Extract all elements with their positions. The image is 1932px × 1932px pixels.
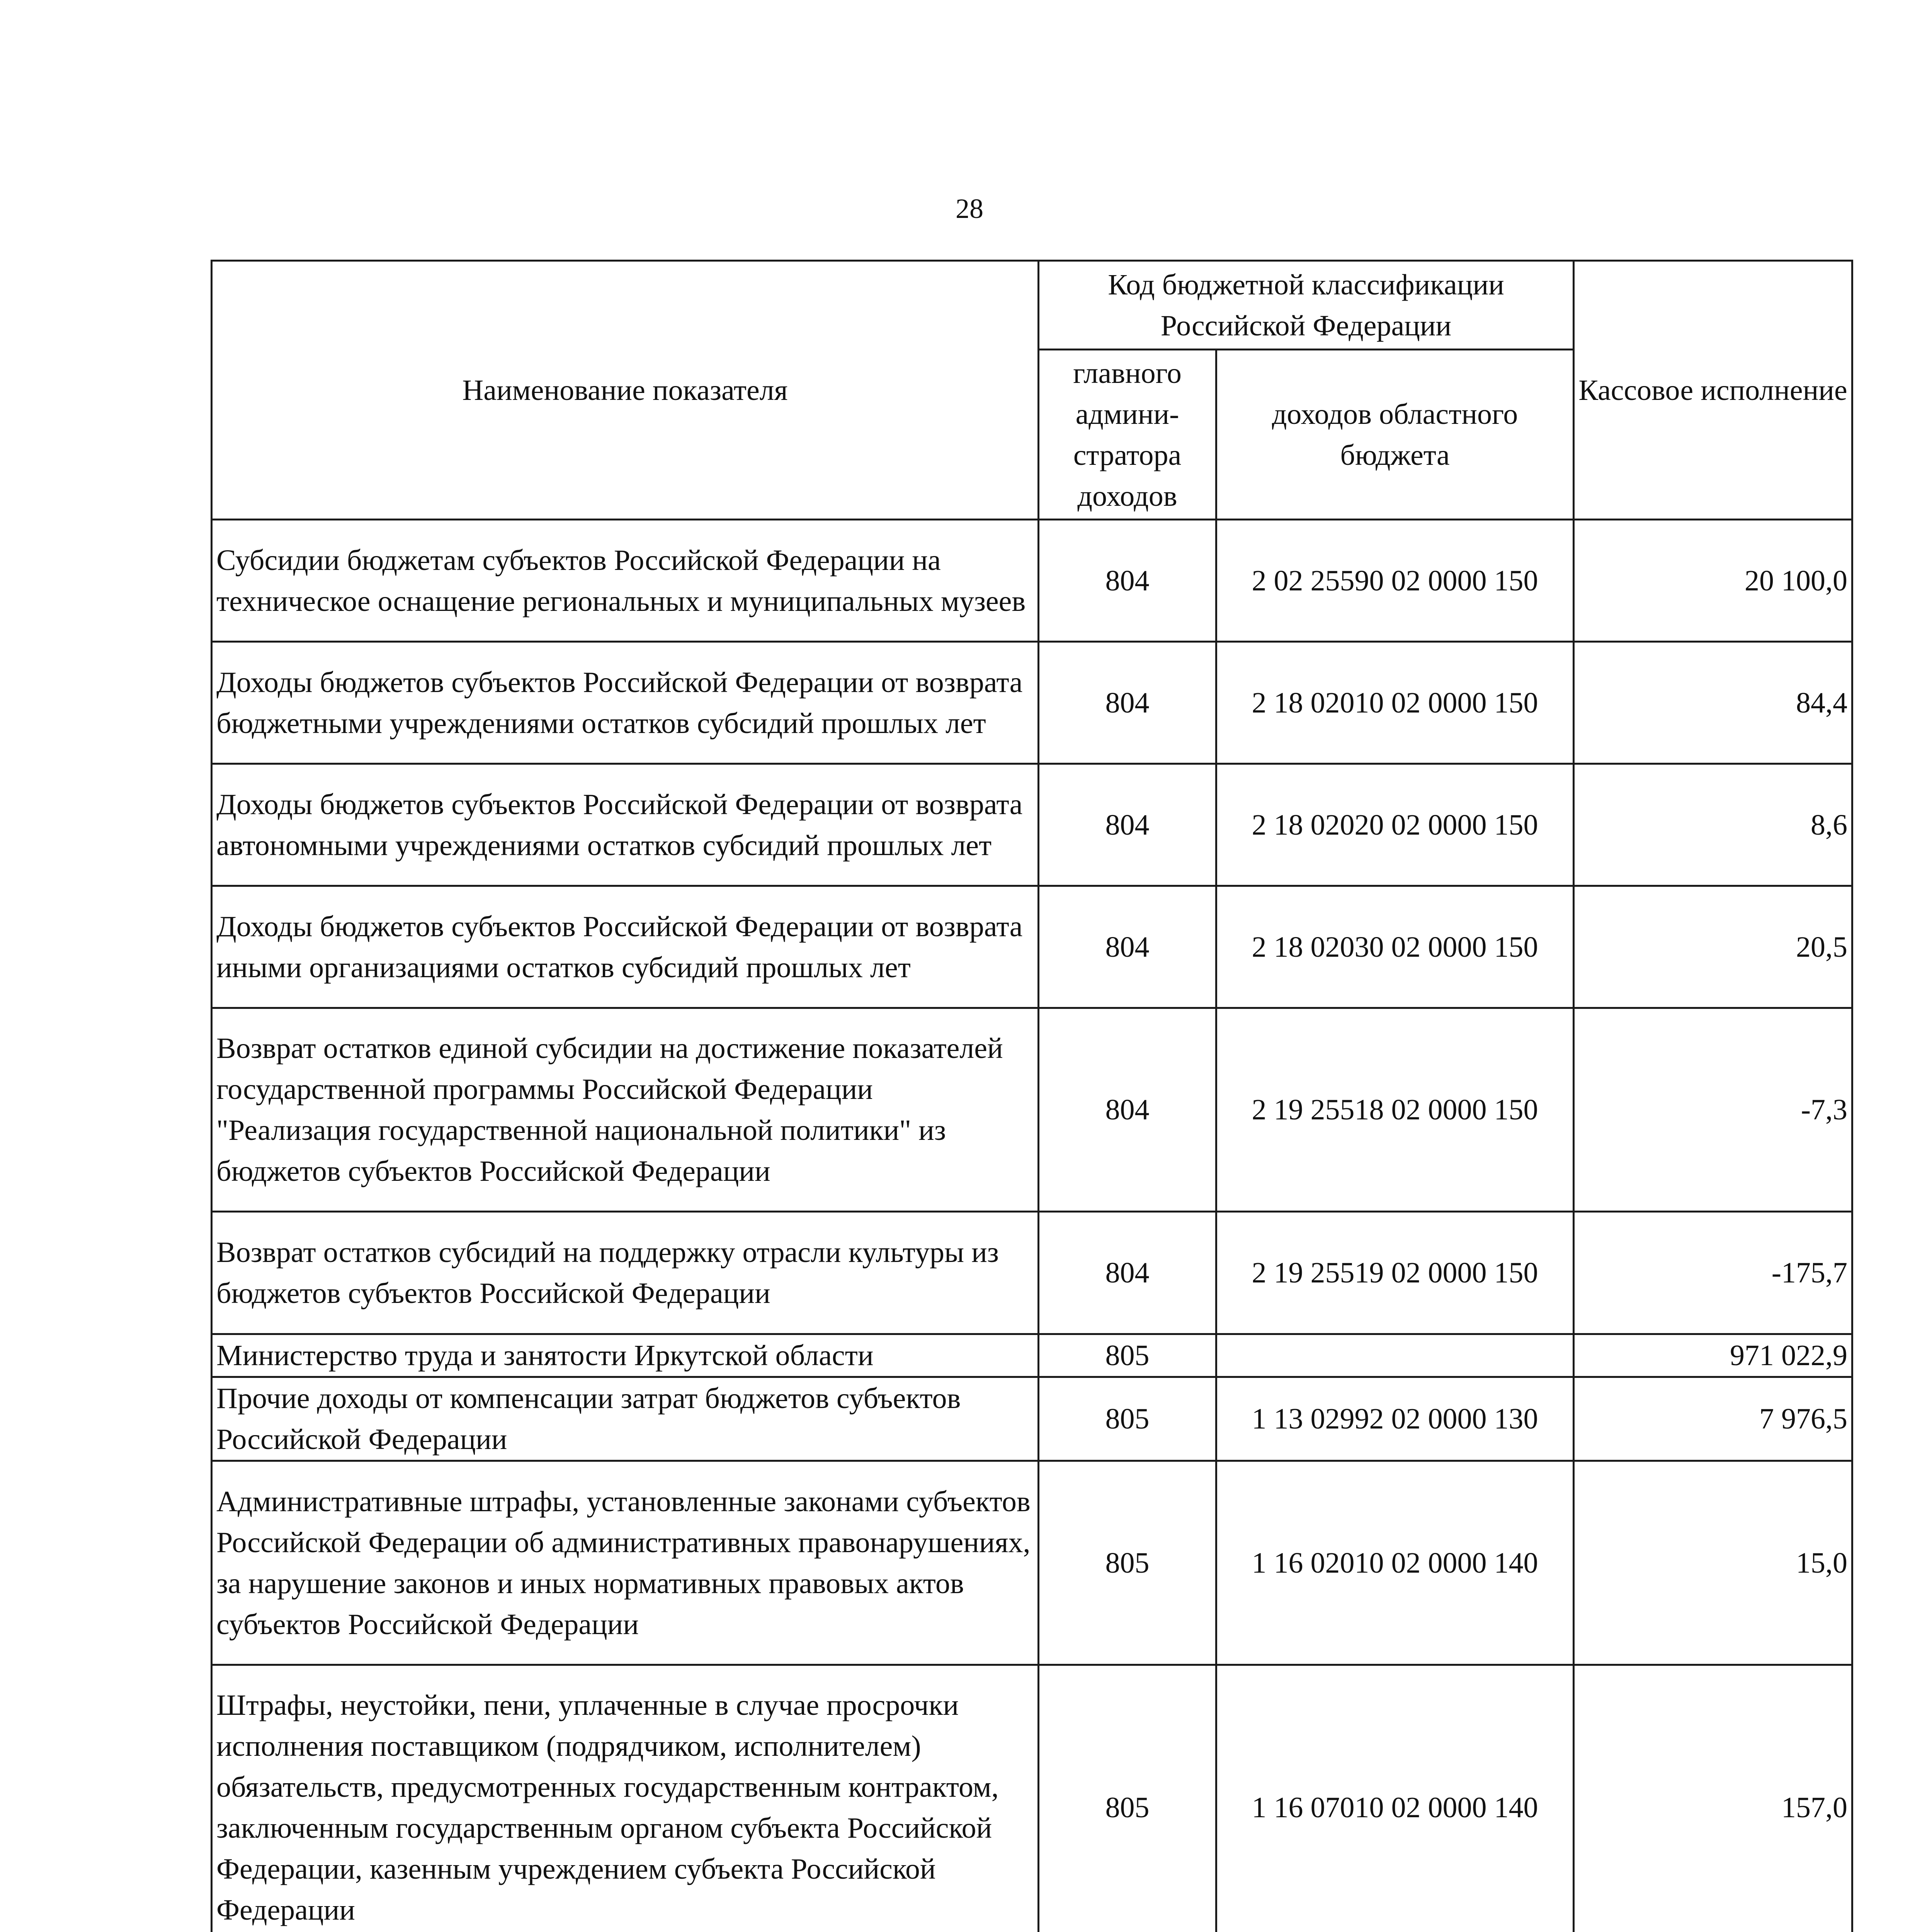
- row-admin: 804: [1039, 1212, 1216, 1334]
- row-admin: 805: [1039, 1665, 1216, 1932]
- table-row: [212, 764, 1852, 886]
- table-row: [212, 1008, 1852, 1212]
- row-name: Возврат остатков единой субсидии на достижение показателей государственной программы Российской Федерации "Реализация государственной национальной политики" из бюджетов субъектов Российской Федерации: [212, 1008, 1039, 1212]
- row-name: Министерство труда и занятости Иркутской области: [212, 1334, 1039, 1377]
- row-name: Прочие доходы от компенсации затрат бюджетов субъектов Российской Федерации: [212, 1377, 1039, 1461]
- row-code: [1216, 1334, 1574, 1377]
- row-name: Субсидии бюджетам субъектов Российской Федерации на техническое оснащение региональных и муниципальных музеев: [212, 520, 1039, 642]
- row-amount: 157,0: [1574, 1665, 1852, 1932]
- row-amount: 8,6: [1574, 764, 1852, 886]
- row-code: 2 18 02030 02 0000 150: [1216, 886, 1574, 1008]
- row-code: 2 19 25518 02 0000 150: [1216, 1008, 1574, 1212]
- row-code: 1 16 07010 02 0000 140: [1216, 1665, 1574, 1932]
- row-admin: 805: [1039, 1461, 1216, 1665]
- header-name: Наименование показателя: [212, 261, 1039, 520]
- row-admin: 804: [1039, 1008, 1216, 1212]
- row-admin: 804: [1039, 886, 1216, 1008]
- row-code: 1 16 02010 02 0000 140: [1216, 1461, 1574, 1665]
- row-name: Возврат остатков субсидий на поддержку отрасли культуры из бюджетов субъектов Российской Федерации: [212, 1212, 1039, 1334]
- header-row-top: [212, 261, 1852, 350]
- row-code: 2 02 25590 02 0000 150: [1216, 520, 1574, 642]
- row-admin: 805: [1039, 1377, 1216, 1461]
- header-code-group: Код бюджетной классификации Российской Федерации: [1039, 261, 1574, 350]
- row-amount: 15,0: [1574, 1461, 1852, 1665]
- table-row: [212, 1665, 1852, 1932]
- table-row: [212, 642, 1852, 764]
- row-name: Доходы бюджетов субъектов Российской Федерации от возврата автономными учреждениями остатков субсидий прошлых лет: [212, 764, 1039, 886]
- row-amount: -175,7: [1574, 1212, 1852, 1334]
- row-admin: 804: [1039, 764, 1216, 886]
- table-row: [212, 1212, 1852, 1334]
- row-name: Доходы бюджетов субъектов Российской Федерации от возврата иными организациями остатков субсидий прошлых лет: [212, 886, 1039, 1008]
- row-amount: 20,5: [1574, 886, 1852, 1008]
- budget-table: [211, 260, 1853, 1932]
- row-amount: 20 100,0: [1574, 520, 1852, 642]
- header-income-code: доходов областного бюджета: [1216, 350, 1574, 520]
- header-admin: главного админи-стратора доходов: [1039, 350, 1216, 520]
- row-name: Административные штрафы, установленные законами субъектов Российской Федерации об административных правонарушениях, за нарушение законов и иных нормативных правовых актов субъектов Российской Федерации: [212, 1461, 1039, 1665]
- row-amount: 971 022,9: [1574, 1334, 1852, 1377]
- row-amount: 84,4: [1574, 642, 1852, 764]
- page-number: 28: [956, 193, 983, 224]
- table-row: [212, 886, 1852, 1008]
- header-cash: Кассовое исполнение: [1574, 261, 1852, 520]
- row-name: Доходы бюджетов субъектов Российской Федерации от возврата бюджетными учреждениями остатков субсидий прошлых лет: [212, 642, 1039, 764]
- table-row: [212, 1334, 1852, 1377]
- row-admin: 804: [1039, 642, 1216, 764]
- row-code: 2 18 02020 02 0000 150: [1216, 764, 1574, 886]
- row-amount: 7 976,5: [1574, 1377, 1852, 1461]
- row-code: 2 18 02010 02 0000 150: [1216, 642, 1574, 764]
- table-row: [212, 1461, 1852, 1665]
- row-amount: -7,3: [1574, 1008, 1852, 1212]
- row-admin: 805: [1039, 1334, 1216, 1377]
- row-code: 1 13 02992 02 0000 130: [1216, 1377, 1574, 1461]
- row-name: Штрафы, неустойки, пени, уплаченные в случае просрочки исполнения поставщиком (подрядчиком, исполнителем) обязательств, предусмотренных государственным контрактом, заключенным государственным органом субъекта Российской Федерации, казенным учреждением субъекта Российской Федерации: [212, 1665, 1039, 1932]
- table-row: [212, 1377, 1852, 1461]
- row-admin: 804: [1039, 520, 1216, 642]
- table-row: [212, 520, 1852, 642]
- row-code: 2 19 25519 02 0000 150: [1216, 1212, 1574, 1334]
